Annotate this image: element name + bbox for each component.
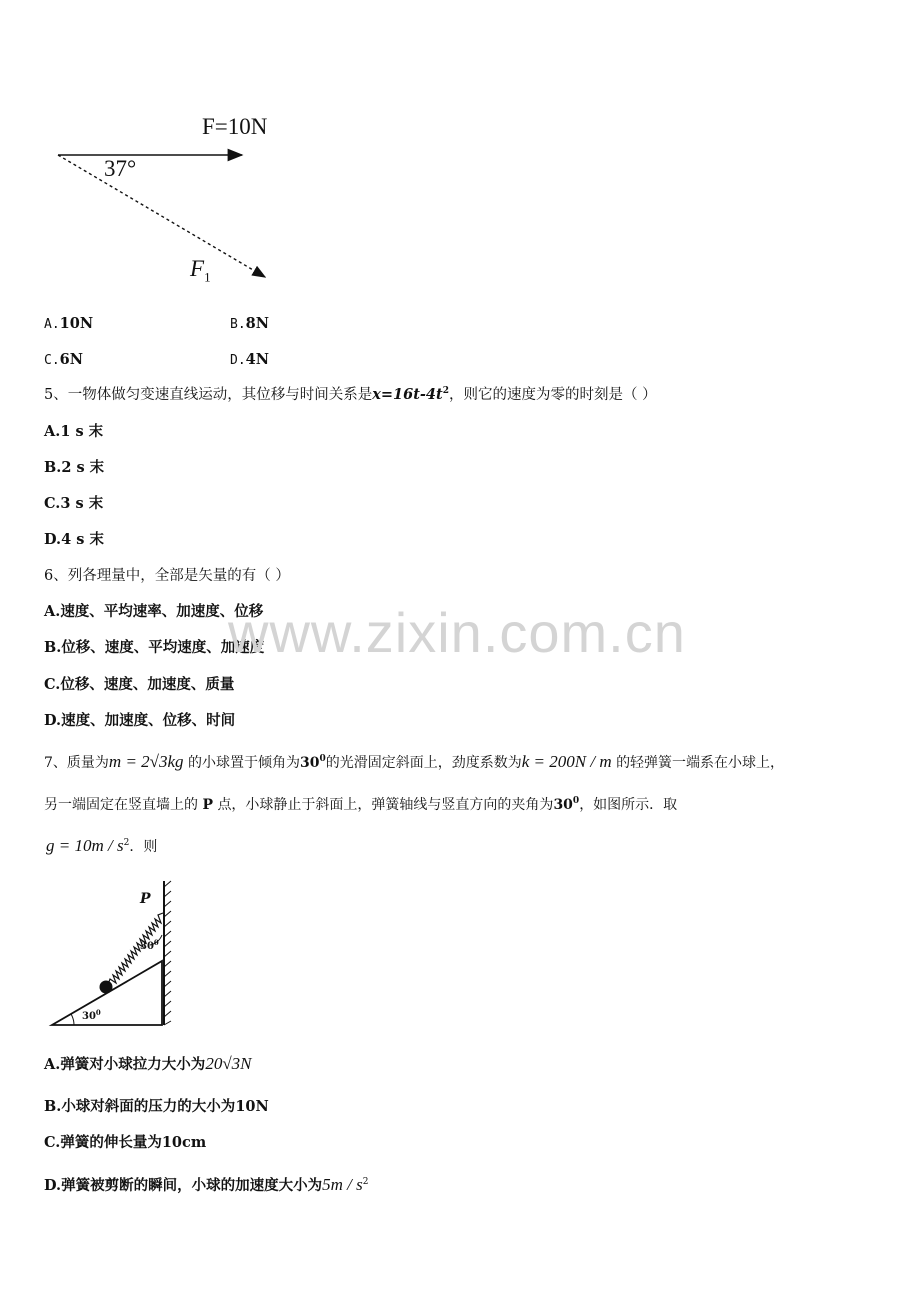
q6-option-c: C.位移、速度、加速度、质量 <box>44 676 235 693</box>
q6-option-d: D.速度、加速度、位移、时间 <box>44 712 236 729</box>
q5-option-b: B.2 s 末 <box>44 459 105 476</box>
q7-option-a: A.弹簧对小球拉力大小为20√3N <box>44 1054 252 1073</box>
ball <box>100 981 113 994</box>
watermark: www.zixin.com.cn <box>228 601 686 664</box>
bottom-angle-label: $30^0$ <box>82 1008 101 1022</box>
q5-option-a: A.1 s 末 <box>44 423 104 440</box>
q6-stem: 6、列各理量中，全部是矢量的有（ ） <box>44 568 290 584</box>
q7-option-c: C.弹簧的伸长量为10cm <box>44 1134 207 1151</box>
force-f1-arrow <box>58 155 265 277</box>
q5-stem: 5、一物体做匀变速直线运动，其位移与时间关系是$x=16t-4t^2$，则它的速度为零的时刻是（ ） <box>44 386 657 403</box>
force-f-label: F=10N <box>202 114 268 139</box>
wall-hatching <box>164 881 171 1025</box>
q4-option-c: C.6N <box>44 351 83 368</box>
incline-spring-figure <box>40 875 180 1035</box>
q6-option-a: A.速度、平均速率、加速度、位移 <box>44 603 264 620</box>
q7-stem-line2: 另一端固定在竖直墙上的 P 点，小球静止于斜面上，弹簧轴线与竖直方向的夹角为$30^0$，如图所示．取 <box>44 796 678 813</box>
bottom-angle-arc <box>71 1014 74 1025</box>
point-p-label: P <box>140 891 151 907</box>
q4-option-b: B.8N <box>230 315 269 332</box>
force-f1-label: $F_1$ <box>190 256 211 285</box>
q7-option-b: B.小球对斜面的压力的大小为10N <box>44 1098 269 1115</box>
q5-option-c: C.3 s 末 <box>44 495 104 512</box>
q7-option-d: D.弹簧被剪断的瞬间，小球的加速度大小为$5m / s^2$ <box>44 1175 369 1194</box>
top-angle-label: $30^0$ <box>140 938 159 952</box>
q4-option-d: D.4N <box>230 351 269 368</box>
q7-stem-line3: $g = 10m / s^2$．则 <box>46 836 158 855</box>
q7-stem-line1: 7、质量为m = 2√3kg 的小球置于倾角为$30^0$的光滑固定斜面上，劲度系数为k = 200N / m 的轻弹簧一端系在小球上， <box>44 752 785 771</box>
angle-37-label: 37° <box>104 156 137 181</box>
q6-option-b: B.位移、速度、平均速度、加速度 <box>44 639 265 656</box>
q5-option-d: D.4 s 末 <box>44 531 104 548</box>
q4-option-a: A.10N <box>44 315 94 332</box>
